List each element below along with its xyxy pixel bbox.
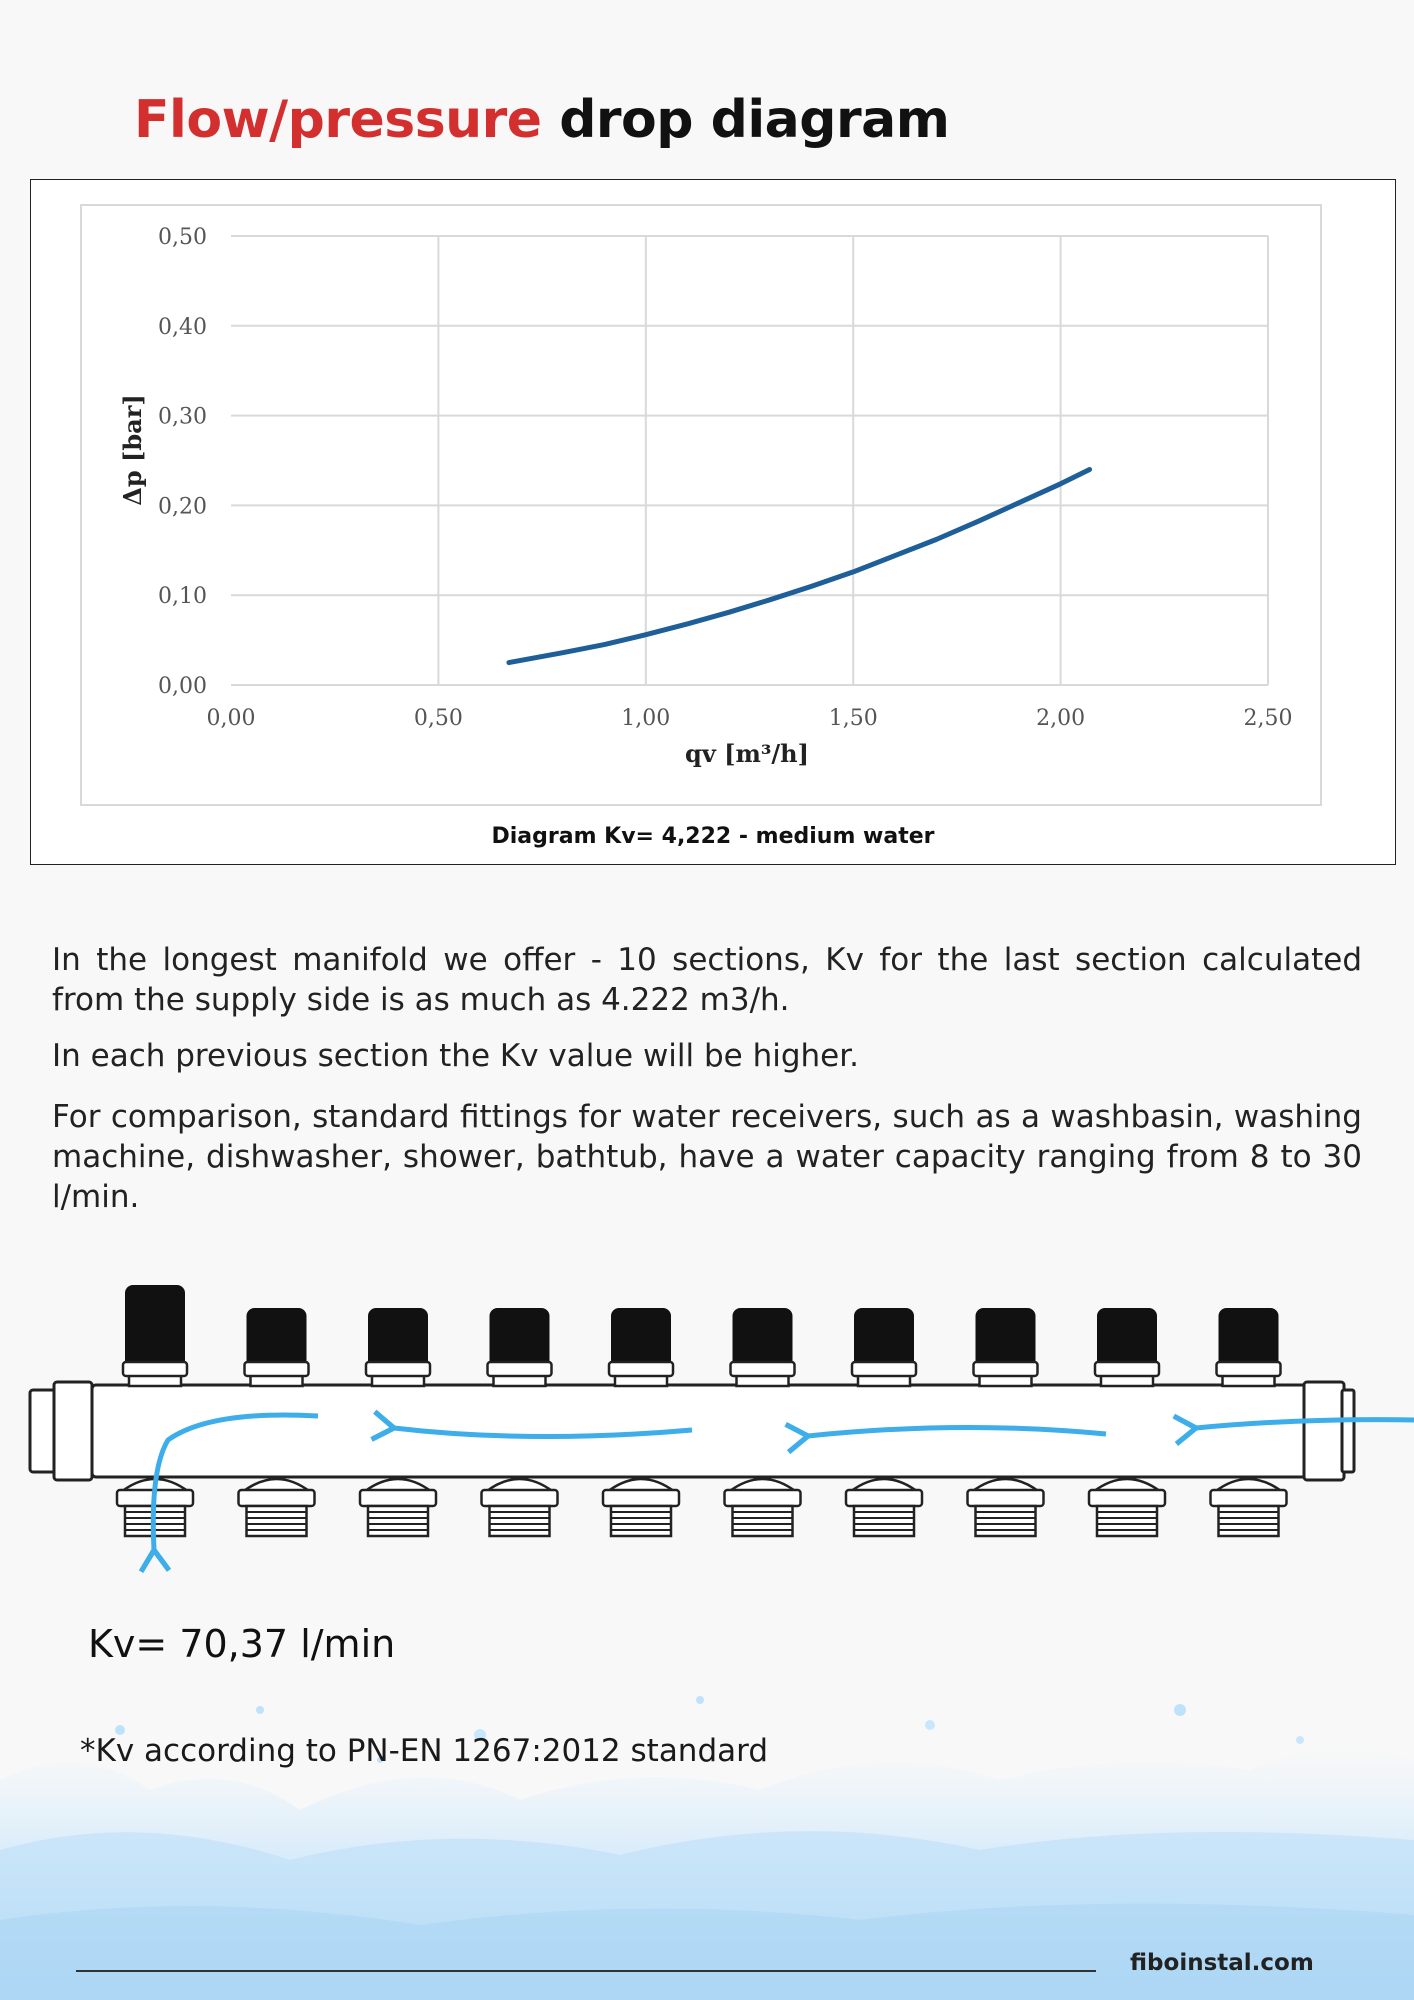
outlet-fitting [725,1479,801,1536]
valve [731,1308,795,1386]
y-tick-label: 0,00 [158,674,207,699]
valve [974,1308,1038,1386]
y-tick-labels [158,225,207,699]
paragraph-kv-line1: In the longest manifold we offer - 10 sections, Kv for the last section calculated [52,942,1362,978]
right-end-collar [1304,1382,1344,1480]
footer-site: fiboinstal.com [1130,1950,1314,1976]
page-title [134,90,949,150]
left-end-collar [54,1382,92,1480]
valve [366,1308,430,1386]
y-tick-label: 0,30 [158,404,207,430]
pressure-drop-chart [31,180,1397,866]
outlet-fitting [1089,1479,1165,1536]
manifold-illustration [0,1270,1414,1580]
manifold-valves [123,1285,1281,1386]
water-splash-decoration [0,1640,1414,2000]
footer-divider [76,1970,1096,1972]
x-tick-label: 0,00 [206,706,256,731]
y-tick-label: 0,20 [158,494,207,520]
valve [852,1308,916,1386]
valve [488,1308,552,1386]
title-rest: drop diagram [559,90,950,150]
outlet-fitting [239,1479,315,1536]
paragraph-comparison: For comparison, standard fittings for water receivers, such as a washbasin, washing machine, dishwasher, shower, bathtub, have a water capacity ranging from 8 to 30 l/min. [52,1099,1362,1215]
title-accent: Flow/pressure [134,90,542,150]
chart-caption: Diagram Kv= 4,222 - medium water [491,824,935,849]
manifold-pipe [92,1385,1317,1477]
valve [245,1308,309,1386]
outlet-fitting [360,1479,436,1536]
kv-value: Kv= 70,37 l/min [88,1622,396,1666]
y-tick-label: 0,50 [158,225,207,250]
paragraph-kv-line2: from the supply side is as much as 4.222 m3/h. [52,982,790,1018]
y-axis-label: Δp [bar] [118,394,147,506]
x-axis-label: qv [m³/h] [685,739,809,768]
outlet-fitting [482,1479,558,1536]
y-tick-label: 0,40 [158,314,207,340]
valve [123,1285,187,1386]
valve [1217,1308,1281,1386]
standard-footnote: *Kv according to PN-EN 1267:2012 standard [80,1733,769,1769]
outlet-fitting [968,1479,1044,1536]
series-line [509,470,1090,663]
x-tick-label: 1,00 [621,706,671,731]
valve [609,1308,673,1386]
chart-grid [231,236,1268,685]
x-tick-label: 2,00 [1036,706,1086,731]
paragraph-kv-intro [52,940,1362,1020]
right-end-nut [1342,1390,1354,1472]
chart-frame [30,179,1396,865]
valve [1095,1308,1159,1386]
outlet-fitting [1211,1479,1287,1536]
x-tick-labels [207,706,1293,731]
x-tick-label: 1,50 [828,706,878,731]
x-tick-label: 0,50 [413,706,463,731]
outlet-fitting [603,1479,679,1536]
outlet-fitting [846,1479,922,1536]
manifold-outlets [117,1479,1287,1536]
paragraph-previous-sections: In each previous section the Kv value will be higher. [52,1038,859,1074]
y-tick-label: 0,10 [158,584,207,610]
chart-series [509,470,1090,663]
left-end-nut [30,1390,56,1472]
x-tick-label: 2,50 [1243,706,1293,731]
